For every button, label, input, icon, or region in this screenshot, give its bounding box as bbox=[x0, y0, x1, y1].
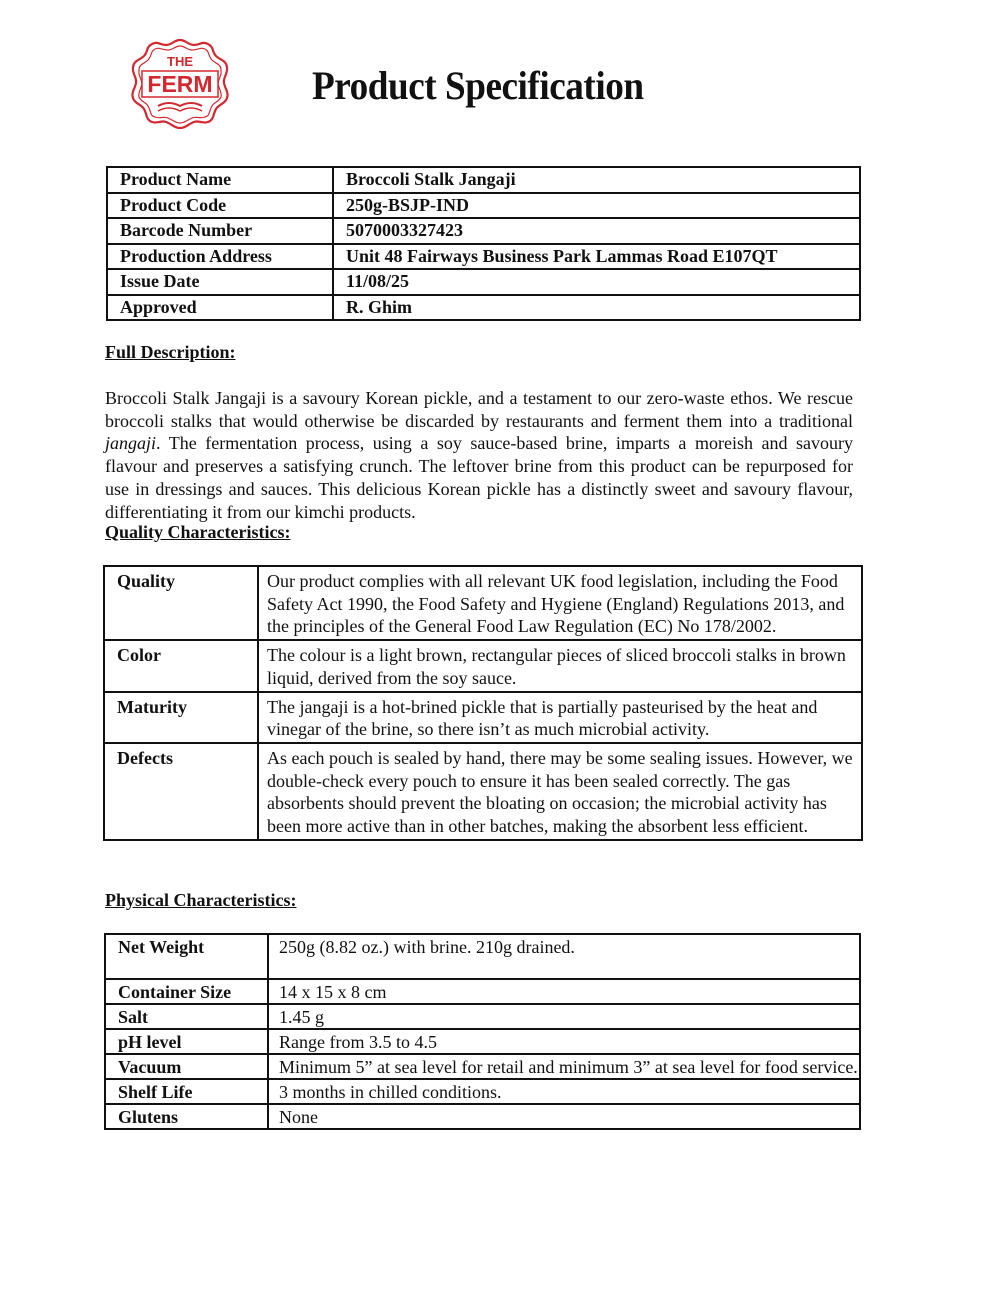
logo-top-text: THE bbox=[167, 54, 193, 69]
product-info-table bbox=[106, 166, 861, 321]
table-row bbox=[107, 244, 860, 270]
quality-value: Our product complies with all relevant UK food legislation, including the Food Safety Act 1990, the Food Safety and Hygiene (England) Regulations 2013, and the principles of the General Food Law Regulation (EC) No 178/2002. bbox=[258, 566, 862, 640]
table-row bbox=[105, 1004, 860, 1029]
container-size-label: Container Size bbox=[105, 979, 268, 1004]
shelf-life-value: 3 months in chilled conditions. bbox=[268, 1079, 860, 1104]
ph-level-label: pH level bbox=[105, 1029, 268, 1054]
glutens-value: None bbox=[268, 1104, 860, 1129]
table-row bbox=[105, 1079, 860, 1104]
table-row bbox=[105, 1054, 860, 1079]
product-code-label: Product Code bbox=[107, 193, 333, 219]
quality-heading-text: Quality Characteristics bbox=[105, 522, 285, 542]
table-row bbox=[107, 269, 860, 295]
table-row bbox=[105, 1029, 860, 1054]
full-description-heading-text: Full Description bbox=[105, 342, 230, 362]
logo-brand-text: FERM bbox=[147, 71, 213, 97]
table-row bbox=[104, 743, 862, 840]
color-value: The colour is a light brown, rectangular pieces of sliced broccoli stalks in brown liquid, derived from the soy sauce. bbox=[258, 640, 862, 691]
color-label: Color bbox=[104, 640, 258, 691]
approved-value: R. Ghim bbox=[333, 295, 860, 321]
net-weight-label: Net Weight bbox=[105, 934, 268, 979]
issue-date-label: Issue Date bbox=[107, 269, 333, 295]
shelf-life-label: Shelf Life bbox=[105, 1079, 268, 1104]
maturity-value: The jangaji is a hot-brined pickle that is partially pasteurised by the heat and vinegar of the brine, so there isn’t as much microbial activity. bbox=[258, 692, 862, 743]
table-row bbox=[107, 295, 860, 321]
container-size-value: 14 x 15 x 8 cm bbox=[268, 979, 860, 1004]
defects-label: Defects bbox=[104, 743, 258, 840]
physical-table bbox=[104, 933, 861, 1130]
table-row bbox=[107, 193, 860, 219]
product-code-value: 250g-BSJP-IND bbox=[333, 193, 860, 219]
net-weight-value: 250g (8.82 oz.) with brine. 210g drained. bbox=[268, 934, 860, 979]
the-ferm-logo bbox=[128, 36, 232, 130]
quality-label: Quality bbox=[104, 566, 258, 640]
table-row bbox=[105, 934, 860, 979]
table-row bbox=[104, 566, 862, 640]
physical-heading-text: Physical Characteristics bbox=[105, 890, 291, 910]
production-address-label: Production Address bbox=[107, 244, 333, 270]
quality-table bbox=[103, 565, 863, 841]
table-row bbox=[107, 218, 860, 244]
full-description-text bbox=[105, 387, 853, 523]
description-part-1: Broccoli Stalk Jangaji is a savoury Korean pickle, and a testament to our zero-waste ethos. We rescue broccoli stalks that would otherwise be discarded by restaurants and ferment them into a traditional bbox=[105, 388, 853, 431]
product-name-value: Broccoli Stalk Jangaji bbox=[333, 167, 860, 193]
table-row bbox=[104, 640, 862, 691]
approved-label: Approved bbox=[107, 295, 333, 321]
ph-level-value: Range from 3.5 to 4.5 bbox=[268, 1029, 860, 1054]
product-name-label: Product Name bbox=[107, 167, 333, 193]
table-row bbox=[105, 1104, 860, 1129]
quality-characteristics-heading: Quality Characteristics: bbox=[105, 522, 291, 542]
barcode-value: 5070003327423 bbox=[333, 218, 860, 244]
salt-value: 1.45 g bbox=[268, 1004, 860, 1029]
defects-value: As each pouch is sealed by hand, there may be some sealing issues. However, we double-check every pouch to ensure it has been sealed correctly. The gas absorbents should prevent the bloating on occasion; the microbial activity has been more active than in other batches, making the absorbent less efficient. bbox=[258, 743, 862, 840]
barcode-label: Barcode Number bbox=[107, 218, 333, 244]
description-part-2: . The fermentation process, using a soy sauce-based brine, imparts a moreish and savoury flavour and preserves a satisfying crunch. The leftover brine from this product can be repurposed for use in dressings and sauces. This delicious Korean pickle has a distinctly sweet and savoury flavour, differentiating it from our kimchi products. bbox=[105, 433, 853, 522]
table-row bbox=[105, 979, 860, 1004]
physical-characteristics-heading: Physical Characteristics: bbox=[105, 890, 297, 910]
glutens-label: Glutens bbox=[105, 1104, 268, 1129]
ferm-seal-icon bbox=[128, 36, 232, 130]
page-title: Product Specification bbox=[312, 63, 644, 108]
issue-date-value: 11/08/25 bbox=[333, 269, 860, 295]
full-description-heading: Full Description: bbox=[105, 342, 236, 362]
vacuum-label: Vacuum bbox=[105, 1054, 268, 1079]
table-row bbox=[104, 692, 862, 743]
description-italic-word: jangaji bbox=[105, 433, 157, 454]
table-row bbox=[107, 167, 860, 193]
production-address-value: Unit 48 Fairways Business Park Lammas Road E107QT bbox=[333, 244, 860, 270]
vacuum-value: Minimum 5” at sea level for retail and minimum 3” at sea level for food service. bbox=[268, 1054, 860, 1079]
maturity-label: Maturity bbox=[104, 692, 258, 743]
salt-label: Salt bbox=[105, 1004, 268, 1029]
